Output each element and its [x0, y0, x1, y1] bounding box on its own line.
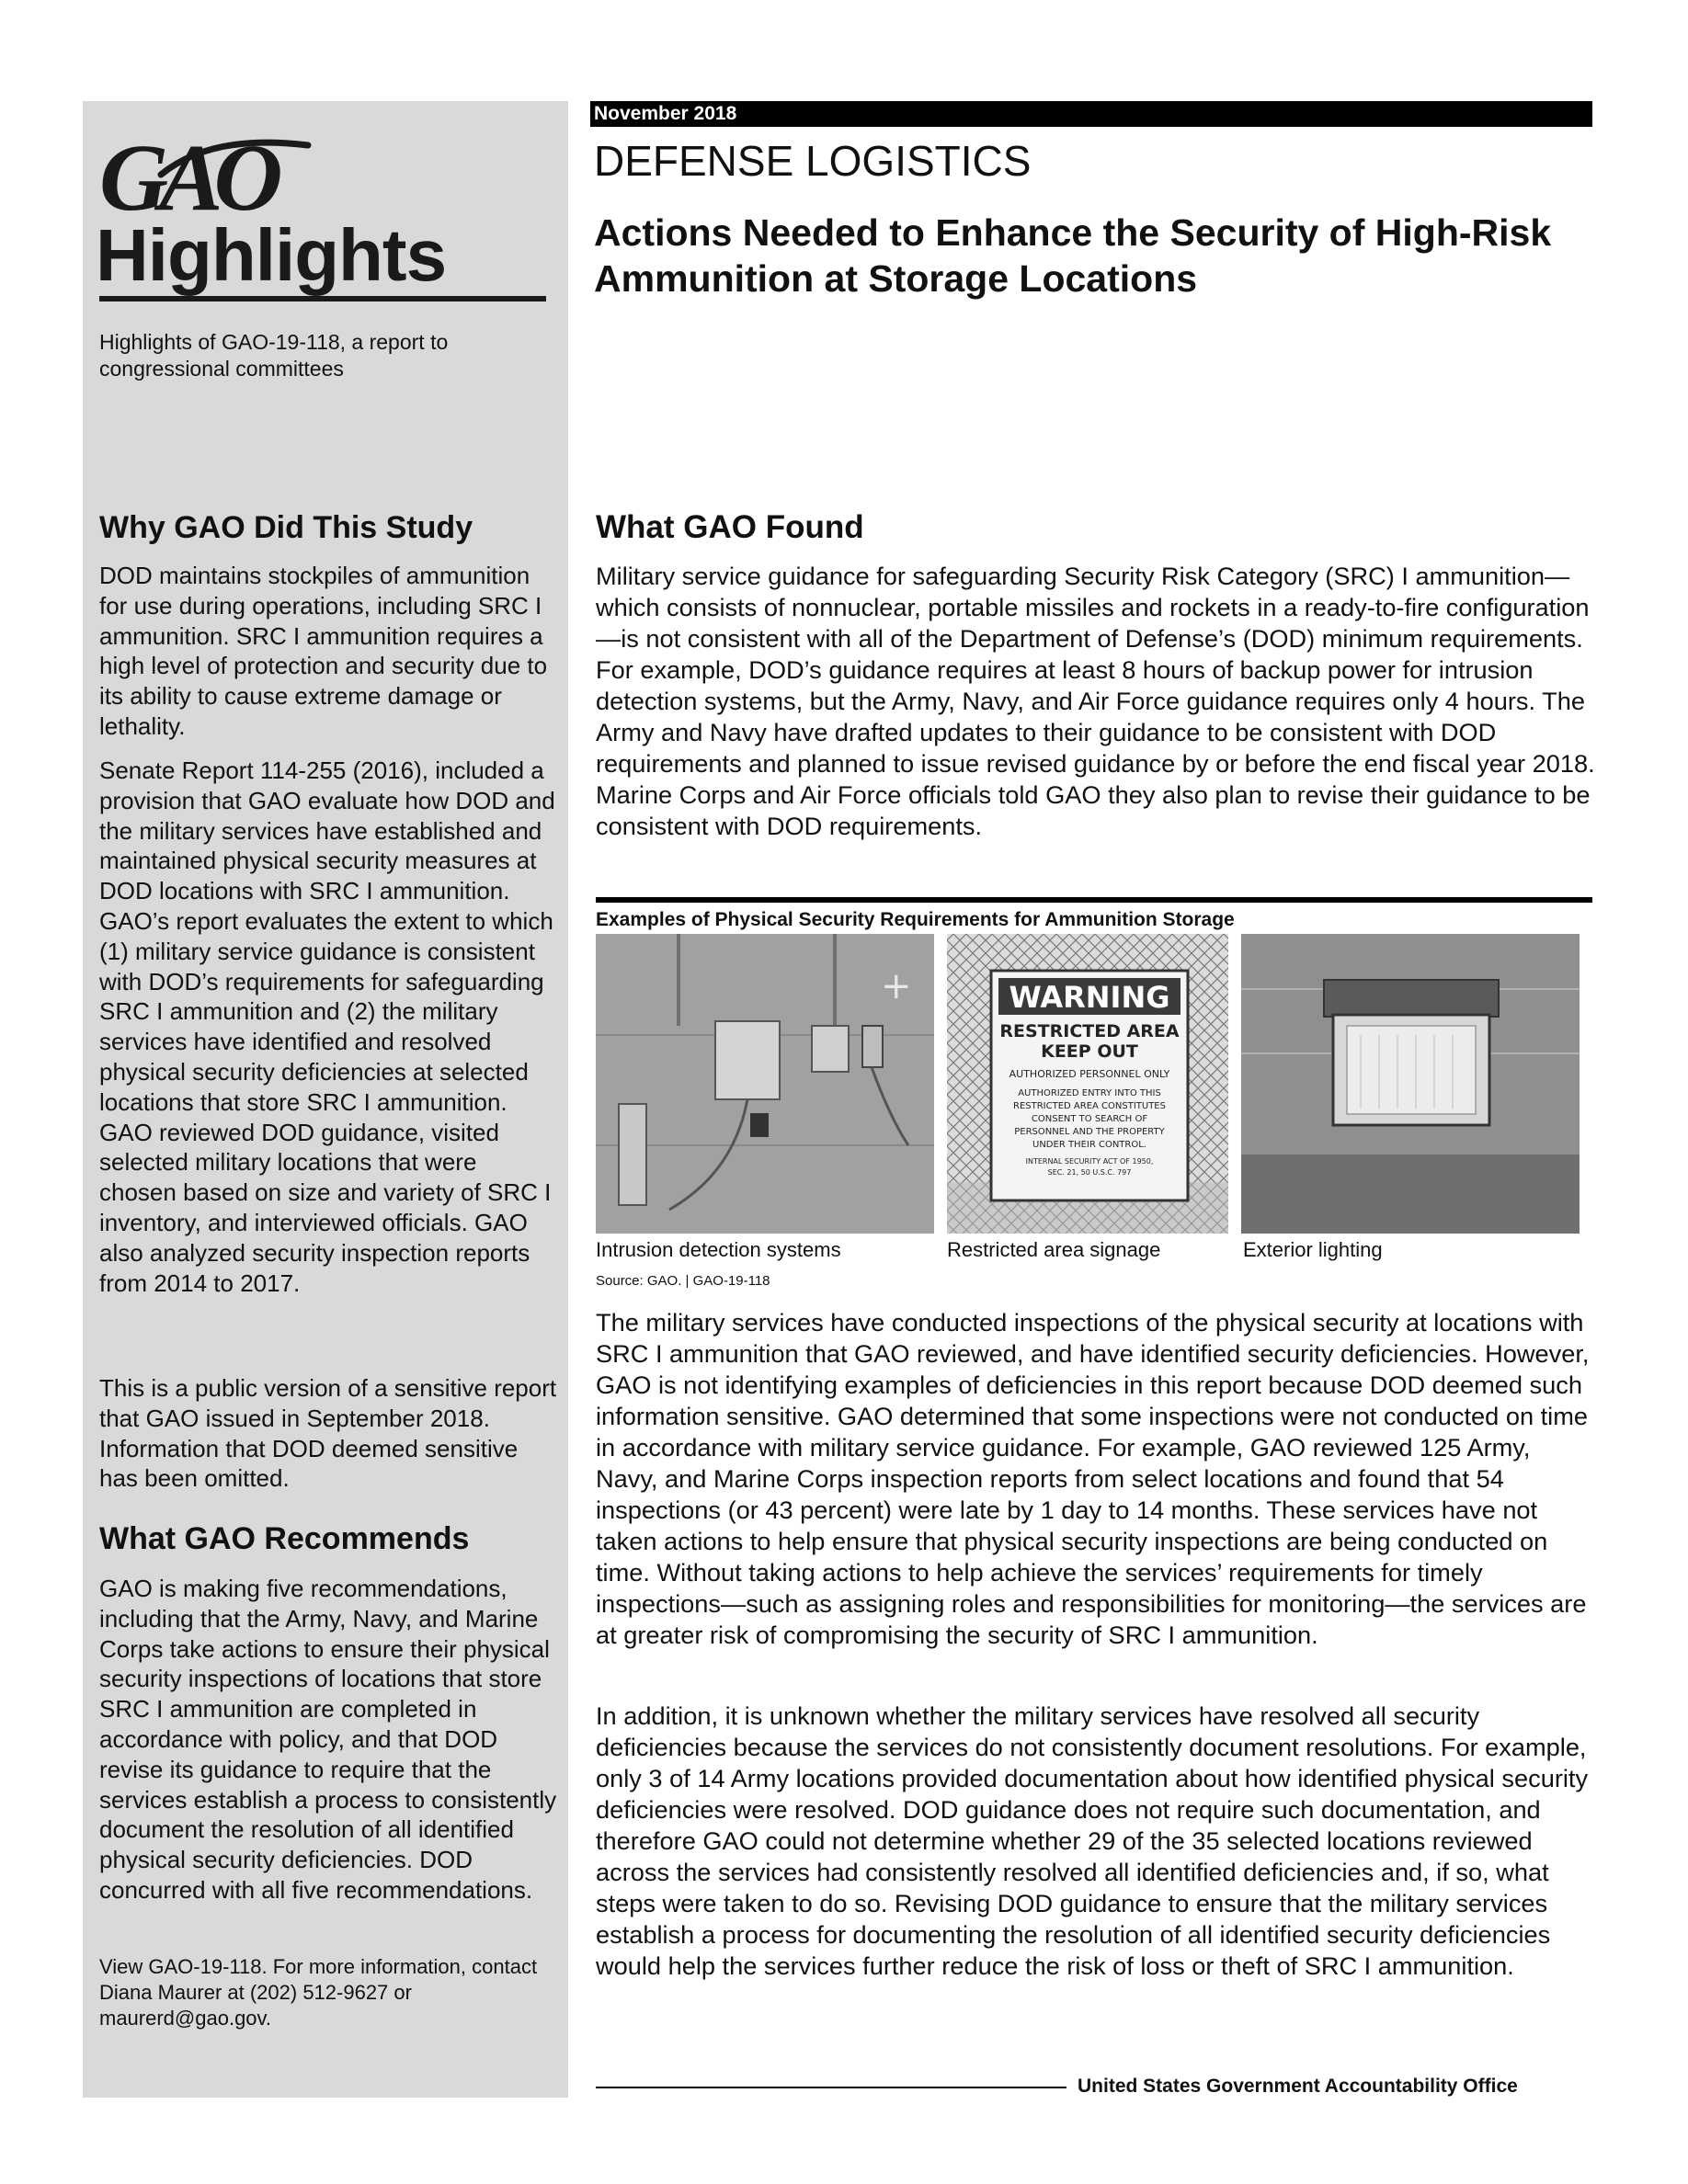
logo-swoosh-icon: [156, 138, 313, 184]
recommends-paragraph: GAO is making five recommendations, including that the Army, Navy, and Marine Corps take actions to ensure their physical security inspections of locations that store SRC I ammunition are completed in accordance with policy, and that DOD revise its guidance to require that the services establish a process to consistently document the resolution of all identified physical security deficiencies. DOD concurred with all five recommendations.: [99, 1575, 557, 1904]
found-paragraph-2: The military services have conducted inspections of the physical security at locations with SRC I ammunition that GAO reviewed, and have identified security deficiencies. However, GAO is not identifying examples of deficiencies in this report because DOD deemed such information sensitive. GAO determined that some inspections were not conducted on time in accordance with military service guidance. For example, GAO reviewed 125 Army, Navy, and Marine Corps inspection reports from select locations and found that 54 inspections (or 43 percent) were late by 1 day to 14 months. These services have not taken actions to help ensure that physical security inspections are being conducted on time. Without taking actions to help achieve the services’ requirements for timely inspections—such as assigning roles and responsibilities for monitoring—the services are at greater risk of compromising the security of SRC I ammunition.: [596, 1308, 1590, 1649]
sign-line-8: UNDER THEIR CONTROL.: [1032, 1140, 1146, 1150]
found-paragraph-3: In addition, it is unknown whether the military services have resolved all security deficiencies because the services do not consistently document resolutions. For example, only 3 of 14 Army locations provided documentation about how identified physical security deficiencies were resolved. DOD guidance does not require such documentation, and therefore GAO could not determine whether 29 of the 35 selected locations reviewed across the services had consistently resolved all identified deficiencies and, if so, what steps were taken to do so. Revising DOD guidance to ensure that the military services establish a process for documenting the resolution of all identified security deficiencies would help the services further reduce the risk of loss or theft of SRC I ammunition.: [596, 1701, 1589, 1980]
date-bar: November 2018: [590, 101, 1592, 127]
found-heading: What GAO Found: [596, 509, 864, 545]
sign-line-6: CONSENT TO SEARCH OF: [1031, 1114, 1148, 1124]
sign-line-10: SEC. 21, 50 U.S.C. 797: [1047, 1168, 1132, 1177]
document-subtitle: Actions Needed to Enhance the Security of High-Risk Ammunition at Storage Locations: [594, 211, 1552, 300]
svg-text:+: +: [881, 965, 912, 1007]
caption-signage: Restricted area signage: [947, 1238, 1161, 1261]
figure-rule: [596, 897, 1592, 903]
restricted-signage-photo: [947, 934, 1228, 1234]
footer-rule: [596, 2087, 1066, 2088]
document-title: DEFENSE LOGISTICS: [594, 137, 1032, 185]
sign-line-2: KEEP OUT: [1041, 1041, 1138, 1062]
found-paragraph-1: Military service guidance for safeguarding Security Risk Category (SRC) I ammunition—which consists of nonnuclear, portable missiles and rockets in a ready-to-fire configuration—is not consistent with all of the Department of Defense’s (DOD) minimum requirements. For example, DOD’s guidance requires at least 8 hours of backup power for intrusion detection systems, but the Army, Navy, and Air Force guidance requires only 4 hours. The Army and Navy have drafted updates to their guidance to be consistent with DOD requirements and planned to issue revised guidance by or before the end fiscal year 2018. Marine Corps and Air Force officials told GAO they also plan to revise their guidance to be consistent with DOD requirements.: [596, 562, 1595, 840]
sign-warning-text: WARNING: [1009, 980, 1170, 1015]
why-paragraph-2: Senate Report 114-255 (2016), included a provision that GAO evaluate how DOD and the military services have established and maintained physical security measures at DOD locations with SRC I ammunition. GAO’s report evaluates the extent to which (1) military service guidance is consistent with DOD’s requirements for safeguarding SRC I ammunition and (2) the military services have identified and resolved physical security deficiencies at selected locations that store SRC I ammunition. GAO reviewed DOD guidance, visited selected military locations that were chosen based on size and variety of SRC I inventory, and interviewed officials. GAO also analyzed security inspection reports from 2014 to 2017.: [99, 756, 555, 1297]
footer-org: United States Government Accountability Office: [1078, 2076, 1518, 2097]
highlights-wordmark: Highlights: [96, 214, 447, 296]
recommends-heading: What GAO Recommends: [99, 1521, 470, 1556]
wordmark-underline: [99, 296, 546, 301]
intrusion-detection-photo: [596, 934, 934, 1234]
sign-line-4: AUTHORIZED ENTRY INTO THIS: [1018, 1088, 1161, 1098]
why-paragraph-1: DOD maintains stockpiles of ammunition for use during operations, including SRC I ammunition. SRC I ammunition requires a high level of protection and security due to its ability to cause extreme damage or lethality.: [99, 562, 548, 740]
exterior-lighting-photo: [1241, 934, 1580, 1234]
figure-title: Examples of Physical Security Requirements for Ammunition Storage: [596, 909, 1235, 930]
sign-line-7: PERSONNEL AND THE PROPERTY: [1014, 1127, 1165, 1137]
report-note: Highlights of GAO-19-118, a report to congressional committees: [99, 330, 449, 381]
sign-line-1: RESTRICTED AREA: [999, 1021, 1180, 1041]
caption-lighting: Exterior lighting: [1243, 1238, 1383, 1261]
why-heading: Why GAO Did This Study: [99, 510, 473, 545]
caption-intrusion: Intrusion detection systems: [596, 1238, 841, 1261]
gao-logo: GAO: [99, 125, 274, 231]
sign-line-9: INTERNAL SECURITY ACT OF 1950,: [1025, 1157, 1154, 1166]
figure-source: Source: GAO. | GAO-19-118: [596, 1273, 770, 1289]
sign-line-3: AUTHORIZED PERSONNEL ONLY: [1009, 1068, 1170, 1080]
sign-line-5: RESTRICTED AREA CONSTITUTES: [1013, 1101, 1166, 1111]
why-paragraph-3: This is a public version of a sensitive report that GAO issued in September 2018. Information that DOD deemed sensitive has been omitted.: [99, 1374, 557, 1493]
contact-info: View GAO-19-118. For more information, contact Diana Maurer at (202) 512-9627 or maurerd@gao.gov.: [99, 1955, 538, 2030]
